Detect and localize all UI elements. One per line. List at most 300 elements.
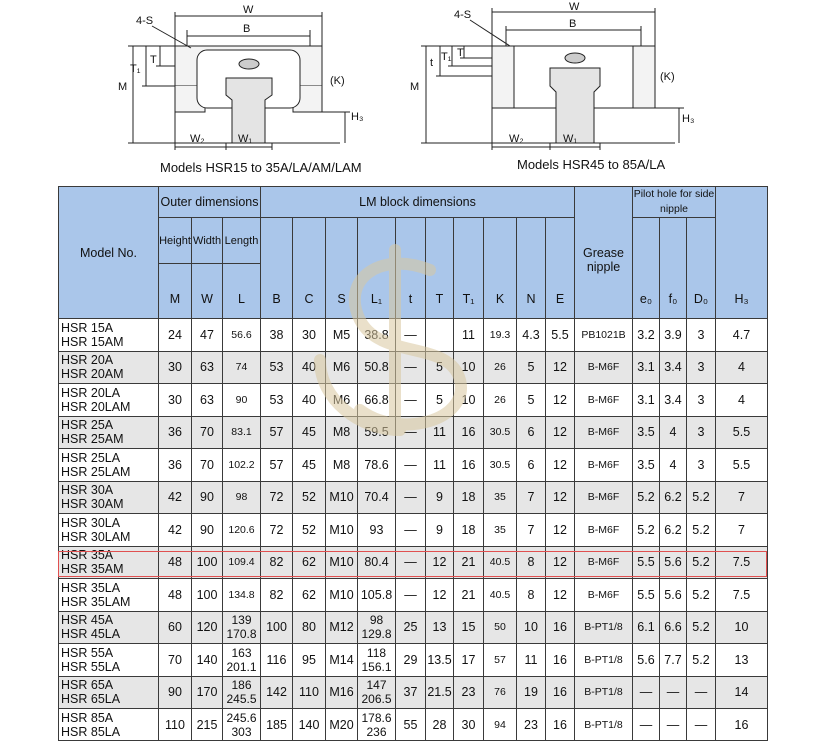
cell-t: 12 bbox=[426, 579, 454, 612]
cell-value: 134.8 bbox=[228, 588, 255, 601]
cell-value: 59.5 bbox=[364, 425, 389, 440]
model-cell bbox=[59, 449, 159, 482]
model-name: HSR 30LA bbox=[61, 515, 121, 530]
cell-value: 80.4 bbox=[364, 555, 389, 570]
cell-l bbox=[223, 676, 261, 709]
cell-t1: 21 bbox=[454, 546, 484, 579]
cell-t: 29 bbox=[396, 644, 426, 677]
label-k-left: (K) bbox=[330, 75, 345, 87]
cell-k: 35 bbox=[484, 514, 517, 547]
cell-value: 98 bbox=[369, 613, 384, 628]
cell-value: 178.6 bbox=[361, 710, 392, 725]
model-cell bbox=[59, 676, 159, 709]
col-tt: T bbox=[426, 218, 454, 319]
cell-l bbox=[223, 579, 261, 612]
model-cell bbox=[59, 644, 159, 677]
cell-l bbox=[223, 416, 261, 449]
cell-t: 28 bbox=[426, 709, 454, 741]
cell-l bbox=[223, 319, 261, 352]
cell-t: 25 bbox=[396, 611, 426, 644]
cell-e0: 3.1 bbox=[633, 351, 660, 384]
col-l1: L₁ bbox=[358, 218, 396, 319]
cell-s: M6 bbox=[326, 384, 358, 417]
cell-s: M10 bbox=[326, 546, 358, 579]
label-t-left: T bbox=[150, 54, 157, 66]
model-cell bbox=[59, 611, 159, 644]
cell-t: — bbox=[396, 351, 426, 384]
model-name: HSR 35A bbox=[61, 548, 114, 563]
col-e0: e₀ bbox=[633, 218, 660, 319]
model-name: HSR 30LAM bbox=[61, 529, 131, 544]
cell-t: 37 bbox=[396, 676, 426, 709]
cell-m: 48 bbox=[159, 579, 192, 612]
cell-n: 11 bbox=[517, 644, 546, 677]
cell-l1 bbox=[358, 449, 396, 482]
cell-s: M5 bbox=[326, 319, 358, 352]
cell-c: 80 bbox=[293, 611, 326, 644]
cell-e0: — bbox=[633, 676, 660, 709]
label-w1-left: W₁ bbox=[238, 133, 253, 145]
model-cell bbox=[59, 416, 159, 449]
cell-w: 100 bbox=[192, 546, 223, 579]
cell-e0: — bbox=[633, 709, 660, 741]
cell-grease: B-PT1/8 bbox=[575, 644, 633, 677]
spec-table bbox=[58, 186, 768, 741]
model-name: HSR 20LAM bbox=[61, 399, 131, 414]
label-m-right: M bbox=[410, 81, 420, 93]
cell-n: 23 bbox=[517, 709, 546, 741]
cell-h3: 7 bbox=[716, 514, 768, 547]
cell-m: 30 bbox=[159, 351, 192, 384]
cell-e: 5.5 bbox=[546, 319, 575, 352]
cell-d0: 3 bbox=[687, 351, 716, 384]
cell-b: 116 bbox=[261, 644, 293, 677]
cell-e: 16 bbox=[546, 644, 575, 677]
cell-s: M10 bbox=[326, 514, 358, 547]
cell-l bbox=[223, 611, 261, 644]
label-h3-right: H₃ bbox=[682, 113, 695, 125]
model-cell bbox=[59, 709, 159, 741]
cell-w: 47 bbox=[192, 319, 223, 352]
cell-d0: — bbox=[687, 676, 716, 709]
cell-e: 12 bbox=[546, 449, 575, 482]
cell-w: 90 bbox=[192, 514, 223, 547]
sub-width: Width bbox=[192, 218, 223, 264]
lm-block-dimensions-header: LM block dimensions bbox=[261, 187, 575, 218]
cell-e: 12 bbox=[546, 384, 575, 417]
cell-b: 57 bbox=[261, 416, 293, 449]
cell-n: 8 bbox=[517, 579, 546, 612]
cell-value: 156.1 bbox=[361, 659, 392, 674]
cell-value: 105.8 bbox=[360, 587, 393, 602]
cell-b: 72 bbox=[261, 514, 293, 547]
label-h3-left: H₃ bbox=[351, 111, 364, 123]
cell-n: 10 bbox=[517, 611, 546, 644]
cell-e: 12 bbox=[546, 514, 575, 547]
cell-b: 142 bbox=[261, 676, 293, 709]
col-s: S bbox=[326, 218, 358, 319]
cell-l bbox=[223, 449, 261, 482]
cell-value: 201.1 bbox=[226, 659, 257, 674]
cell-m: 36 bbox=[159, 449, 192, 482]
cell-k: 76 bbox=[484, 676, 517, 709]
table-row bbox=[59, 676, 768, 709]
cell-t: 9 bbox=[426, 514, 454, 547]
col-d0: D₀ bbox=[687, 218, 716, 319]
cell-e: 12 bbox=[546, 351, 575, 384]
cell-grease: B-PT1/8 bbox=[575, 611, 633, 644]
cell-value: 70.4 bbox=[364, 490, 389, 505]
label-m-left: M bbox=[118, 81, 128, 93]
cell-n: 5 bbox=[517, 384, 546, 417]
cell-t: — bbox=[396, 319, 426, 352]
table-row bbox=[59, 351, 768, 384]
table-row bbox=[59, 709, 768, 741]
cell-e0: 5.2 bbox=[633, 514, 660, 547]
model-name: HSR 65LA bbox=[61, 692, 121, 707]
model-name: HSR 20A bbox=[61, 353, 114, 368]
cell-l bbox=[223, 644, 261, 677]
col-l: L bbox=[223, 264, 261, 319]
cell-e0: 5.6 bbox=[633, 644, 660, 677]
cell-t: 13 bbox=[426, 611, 454, 644]
cell-value: 303 bbox=[231, 724, 252, 739]
grease-nipple-header: Grease nipple bbox=[575, 187, 633, 319]
cell-c: 62 bbox=[293, 546, 326, 579]
cell-s: M8 bbox=[326, 449, 358, 482]
table-row bbox=[59, 514, 768, 547]
cell-t1: 18 bbox=[454, 514, 484, 547]
cell-t1: 30 bbox=[454, 709, 484, 741]
cell-value: 206.5 bbox=[361, 692, 392, 707]
cell-d0: 5.2 bbox=[687, 546, 716, 579]
cell-f0: 6.2 bbox=[660, 481, 687, 514]
model-name: HSR 45A bbox=[61, 613, 114, 628]
table-row bbox=[59, 481, 768, 514]
cell-h3: 7.5 bbox=[716, 579, 768, 612]
cell-e: 16 bbox=[546, 709, 575, 741]
cell-n: 5 bbox=[517, 351, 546, 384]
cell-f0: 4 bbox=[660, 416, 687, 449]
cell-m: 90 bbox=[159, 676, 192, 709]
cell-c: 95 bbox=[293, 644, 326, 677]
cell-k: 30.5 bbox=[484, 449, 517, 482]
label-w2-right: W₂ bbox=[509, 133, 524, 145]
cell-value: 245.5 bbox=[226, 692, 257, 707]
cell-e0: 3.5 bbox=[633, 416, 660, 449]
label-t-right: T bbox=[457, 47, 464, 59]
cell-t: — bbox=[396, 384, 426, 417]
cell-value: 56.6 bbox=[231, 328, 252, 341]
cell-d0: 3 bbox=[687, 319, 716, 352]
cell-l1 bbox=[358, 546, 396, 579]
cell-k: 19.3 bbox=[484, 319, 517, 352]
cell-w: 100 bbox=[192, 579, 223, 612]
cell-b: 82 bbox=[261, 546, 293, 579]
cell-b: 57 bbox=[261, 449, 293, 482]
model-cell bbox=[59, 481, 159, 514]
cell-l1 bbox=[358, 481, 396, 514]
label-4s-right: 4-S bbox=[454, 9, 472, 21]
col-t: t bbox=[396, 218, 426, 319]
cell-e: 12 bbox=[546, 481, 575, 514]
model-name: HSR 30A bbox=[61, 483, 114, 498]
cell-t1: 10 bbox=[454, 351, 484, 384]
col-c: C bbox=[293, 218, 326, 319]
cell-grease: B-M6F bbox=[575, 351, 633, 384]
cell-grease: B-M6F bbox=[575, 579, 633, 612]
cell-value: 186 bbox=[231, 678, 252, 693]
cell-m: 36 bbox=[159, 416, 192, 449]
cell-b: 185 bbox=[261, 709, 293, 741]
model-cell bbox=[59, 546, 159, 579]
label-k-right: (K) bbox=[660, 71, 675, 83]
cell-w: 70 bbox=[192, 416, 223, 449]
cell-value: 102.2 bbox=[228, 458, 255, 471]
cell-t: 5 bbox=[426, 384, 454, 417]
drawing-left bbox=[128, 12, 350, 150]
cell-b: 53 bbox=[261, 351, 293, 384]
cell-t: 5 bbox=[426, 351, 454, 384]
cell-value: 83.1 bbox=[231, 426, 252, 439]
cell-h3: 4.7 bbox=[716, 319, 768, 352]
cell-c: 30 bbox=[293, 319, 326, 352]
table-row bbox=[59, 579, 768, 612]
cell-grease: PB1021B bbox=[575, 319, 633, 352]
cell-grease: B-PT1/8 bbox=[575, 676, 633, 709]
cell-h3: 10 bbox=[716, 611, 768, 644]
cell-h3: 16 bbox=[716, 709, 768, 741]
cell-l1 bbox=[358, 579, 396, 612]
cell-d0: — bbox=[687, 709, 716, 741]
cell-value: 139 bbox=[231, 613, 252, 628]
cell-c: 140 bbox=[293, 709, 326, 741]
cell-value: 170.8 bbox=[226, 627, 257, 642]
model-name: HSR 25LAM bbox=[61, 464, 131, 479]
cell-t: 55 bbox=[396, 709, 426, 741]
cell-w: 90 bbox=[192, 481, 223, 514]
table-row bbox=[59, 384, 768, 417]
cell-s: M14 bbox=[326, 644, 358, 677]
model-name: HSR 25AM bbox=[61, 432, 124, 447]
table-row bbox=[59, 611, 768, 644]
cell-n: 19 bbox=[517, 676, 546, 709]
cell-l1 bbox=[358, 384, 396, 417]
model-name: HSR 15A bbox=[61, 320, 114, 335]
cell-h3: 14 bbox=[716, 676, 768, 709]
cell-value: 93 bbox=[369, 522, 384, 537]
cell-b: 72 bbox=[261, 481, 293, 514]
cell-e0: 3.2 bbox=[633, 319, 660, 352]
cell-k: 40.5 bbox=[484, 579, 517, 612]
cell-t: — bbox=[396, 416, 426, 449]
cell-h3: 4 bbox=[716, 384, 768, 417]
cell-value: 66.8 bbox=[364, 392, 389, 407]
cell-e: 12 bbox=[546, 416, 575, 449]
cell-grease: B-M6F bbox=[575, 546, 633, 579]
cell-m: 60 bbox=[159, 611, 192, 644]
label-4s-left: 4-S bbox=[136, 15, 154, 27]
model-cell bbox=[59, 319, 159, 352]
cell-t1: 16 bbox=[454, 449, 484, 482]
cell-f0: 6.6 bbox=[660, 611, 687, 644]
label-b-right: B bbox=[569, 18, 577, 30]
cell-d0: 5.2 bbox=[687, 481, 716, 514]
model-name: HSR 45LA bbox=[61, 627, 121, 642]
cell-value: 109.4 bbox=[228, 556, 255, 569]
cell-c: 40 bbox=[293, 384, 326, 417]
col-w: W bbox=[192, 264, 223, 319]
cell-h3: 13 bbox=[716, 644, 768, 677]
cell-e0: 5.5 bbox=[633, 546, 660, 579]
cell-h3: 7.5 bbox=[716, 546, 768, 579]
technical-drawings bbox=[0, 0, 822, 185]
cell-d0: 3 bbox=[687, 416, 716, 449]
cell-e0: 5.2 bbox=[633, 481, 660, 514]
cell-m: 70 bbox=[159, 644, 192, 677]
cell-t: 13.5 bbox=[426, 644, 454, 677]
cell-d0: 5.2 bbox=[687, 611, 716, 644]
label-w-left: W bbox=[243, 4, 254, 16]
cell-t bbox=[426, 319, 454, 352]
cell-b: 38 bbox=[261, 319, 293, 352]
cell-f0: 5.6 bbox=[660, 579, 687, 612]
cell-t1: 11 bbox=[454, 319, 484, 352]
cell-h3: 4 bbox=[716, 351, 768, 384]
cell-m: 48 bbox=[159, 546, 192, 579]
cell-b: 82 bbox=[261, 579, 293, 612]
model-name: HSR 85LA bbox=[61, 724, 121, 739]
cell-k: 35 bbox=[484, 481, 517, 514]
cell-t1: 10 bbox=[454, 384, 484, 417]
cell-l bbox=[223, 351, 261, 384]
label-w2-left: W₂ bbox=[190, 133, 205, 145]
cell-s: M10 bbox=[326, 579, 358, 612]
label-t1-right: T₁ bbox=[441, 51, 452, 63]
cell-e0: 6.1 bbox=[633, 611, 660, 644]
cell-d0: 5.2 bbox=[687, 579, 716, 612]
cell-e: 12 bbox=[546, 546, 575, 579]
cell-n: 6 bbox=[517, 416, 546, 449]
cell-l1 bbox=[358, 319, 396, 352]
table-row bbox=[59, 319, 768, 352]
cell-l1 bbox=[358, 611, 396, 644]
cell-s: M20 bbox=[326, 709, 358, 741]
cell-value: 163 bbox=[231, 645, 252, 660]
model-name: HSR 35AM bbox=[61, 562, 124, 577]
cell-t: — bbox=[396, 579, 426, 612]
cell-l1 bbox=[358, 416, 396, 449]
col-n: N bbox=[517, 218, 546, 319]
sub-length: Length bbox=[223, 218, 261, 264]
cell-w: 63 bbox=[192, 351, 223, 384]
cell-w: 120 bbox=[192, 611, 223, 644]
cell-m: 110 bbox=[159, 709, 192, 741]
cell-t: 9 bbox=[426, 481, 454, 514]
model-name: HSR 25LA bbox=[61, 450, 121, 465]
cell-n: 4.3 bbox=[517, 319, 546, 352]
table-row bbox=[59, 546, 768, 579]
cell-t1: 17 bbox=[454, 644, 484, 677]
cell-c: 52 bbox=[293, 514, 326, 547]
sub-height: Height bbox=[159, 218, 192, 264]
cell-f0: 5.6 bbox=[660, 546, 687, 579]
cell-l1 bbox=[358, 644, 396, 677]
model-name: HSR 55LA bbox=[61, 659, 121, 674]
model-name: HSR 35LA bbox=[61, 580, 121, 595]
cell-c: 62 bbox=[293, 579, 326, 612]
cell-h3: 7 bbox=[716, 481, 768, 514]
cell-f0: 3.4 bbox=[660, 384, 687, 417]
cell-l bbox=[223, 709, 261, 741]
cell-n: 6 bbox=[517, 449, 546, 482]
cell-f0: 3.9 bbox=[660, 319, 687, 352]
cell-t: 21.5 bbox=[426, 676, 454, 709]
cell-grease: B-M6F bbox=[575, 384, 633, 417]
table-row bbox=[59, 449, 768, 482]
cell-m: 42 bbox=[159, 481, 192, 514]
cell-t: 11 bbox=[426, 449, 454, 482]
label-w-right: W bbox=[569, 1, 580, 13]
cell-k: 26 bbox=[484, 384, 517, 417]
model-name: HSR 20AM bbox=[61, 367, 124, 382]
cell-k: 30.5 bbox=[484, 416, 517, 449]
cell-f0: — bbox=[660, 676, 687, 709]
cell-f0: — bbox=[660, 709, 687, 741]
cell-f0: 7.7 bbox=[660, 644, 687, 677]
cell-l bbox=[223, 546, 261, 579]
col-b: B bbox=[261, 218, 293, 319]
col-h3: H₃ bbox=[716, 187, 768, 319]
cell-l bbox=[223, 481, 261, 514]
cell-value: 98 bbox=[235, 491, 248, 504]
cell-t1: 23 bbox=[454, 676, 484, 709]
model-name: HSR 35LAM bbox=[61, 594, 131, 609]
cell-n: 7 bbox=[517, 481, 546, 514]
cell-h3: 5.5 bbox=[716, 449, 768, 482]
label-w1-right: W₁ bbox=[563, 133, 578, 145]
model-name: HSR 15AM bbox=[61, 334, 124, 349]
cell-l1 bbox=[358, 351, 396, 384]
cell-value: 38.8 bbox=[364, 327, 389, 342]
cell-value: 120.6 bbox=[228, 523, 255, 536]
cell-grease: B-M6F bbox=[575, 481, 633, 514]
cell-s: M6 bbox=[326, 351, 358, 384]
col-m: M bbox=[159, 264, 192, 319]
cell-m: 24 bbox=[159, 319, 192, 352]
cell-value: 129.8 bbox=[361, 627, 392, 642]
drawing-right bbox=[421, 8, 684, 150]
cell-b: 53 bbox=[261, 384, 293, 417]
cell-t: — bbox=[396, 449, 426, 482]
cell-k: 26 bbox=[484, 351, 517, 384]
cell-t1: 16 bbox=[454, 416, 484, 449]
cell-w: 63 bbox=[192, 384, 223, 417]
cell-t: 12 bbox=[426, 546, 454, 579]
cell-c: 52 bbox=[293, 481, 326, 514]
cell-t: — bbox=[396, 546, 426, 579]
cell-f0: 6.2 bbox=[660, 514, 687, 547]
cell-n: 8 bbox=[517, 546, 546, 579]
col-e: E bbox=[546, 218, 575, 319]
cell-grease: B-M6F bbox=[575, 449, 633, 482]
cell-l bbox=[223, 514, 261, 547]
label-b-left: B bbox=[243, 23, 251, 35]
cell-k: 57 bbox=[484, 644, 517, 677]
caption-right: Models HSR45 to 85A/LA bbox=[517, 157, 666, 172]
col-k: K bbox=[484, 218, 517, 319]
cell-value: 90 bbox=[235, 393, 248, 406]
